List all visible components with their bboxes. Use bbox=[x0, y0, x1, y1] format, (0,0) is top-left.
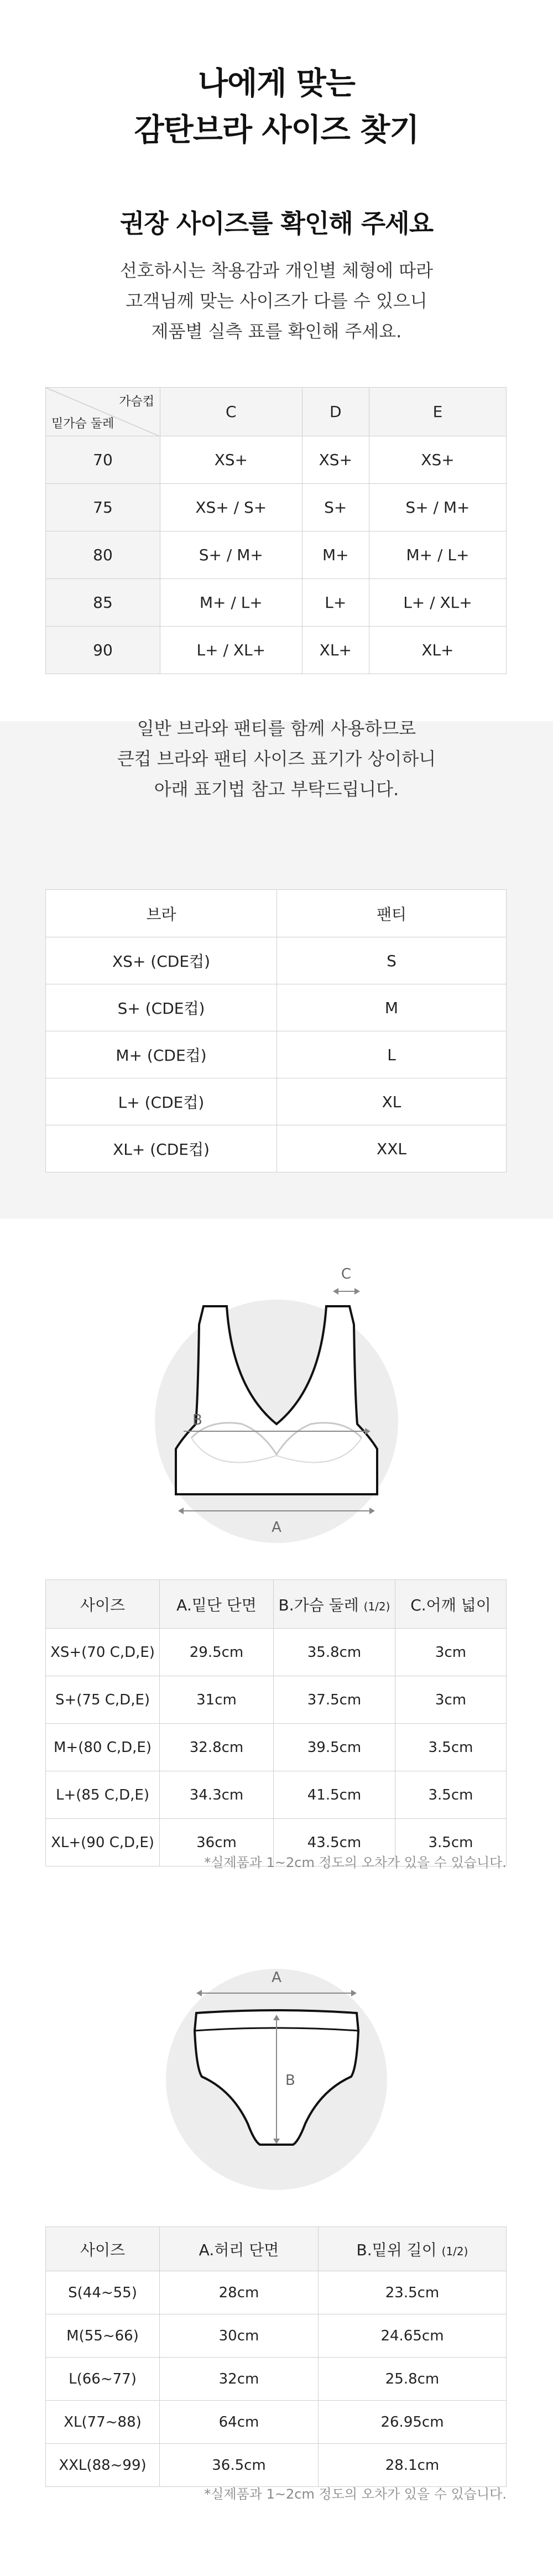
size-cell: XL+ bbox=[369, 627, 506, 674]
notice-lines bbox=[0, 713, 553, 805]
b-cell: 35.8cm bbox=[274, 1629, 395, 1676]
notice-line-1: 일반 브라와 팬티를 함께 사용하므로 bbox=[137, 718, 416, 739]
a-cell: 34.3cm bbox=[160, 1771, 274, 1819]
cup-header-c: C bbox=[160, 388, 302, 436]
table-row bbox=[46, 1125, 507, 1172]
table-header-row bbox=[46, 2227, 507, 2271]
desc-line-1: 선호하시는 착용감과 개인별 체형에 따라 bbox=[119, 260, 434, 281]
a-cell: 36cm bbox=[160, 1819, 274, 1866]
label-b: B bbox=[192, 1412, 202, 1428]
a-cell: 30cm bbox=[160, 2314, 319, 2358]
size-header: 사이즈 bbox=[46, 1580, 160, 1629]
panty-diagram bbox=[155, 1958, 398, 2190]
b-cell: 41.5cm bbox=[274, 1771, 395, 1819]
band-cell: 85 bbox=[46, 579, 160, 627]
a-cell: 32cm bbox=[160, 2358, 319, 2401]
title-line-2: 감탄브라 사이즈 찾기 bbox=[134, 112, 419, 148]
table-row bbox=[46, 1629, 507, 1676]
size-cell: L+ / XL+ bbox=[369, 579, 506, 627]
label-c: C bbox=[341, 1266, 352, 1282]
b-cell: 37.5cm bbox=[274, 1676, 395, 1724]
table-row bbox=[46, 2314, 507, 2358]
table-row bbox=[46, 1031, 507, 1078]
band-cell: 70 bbox=[46, 436, 160, 484]
size-header: 사이즈 bbox=[46, 2227, 160, 2271]
label-a: A bbox=[272, 1969, 281, 1986]
size-cell: XL(77~88) bbox=[46, 2401, 160, 2444]
a-cell: 31cm bbox=[160, 1676, 274, 1724]
band-cell: 90 bbox=[46, 627, 160, 674]
c-cell: 3cm bbox=[395, 1676, 507, 1724]
table-row bbox=[46, 1771, 507, 1819]
size-cell: XS+ / S+ bbox=[160, 484, 302, 531]
size-cell: XL+ bbox=[302, 627, 369, 674]
panty-cell: XL bbox=[277, 1078, 507, 1125]
bra-cell: S+ (CDE컵) bbox=[46, 984, 277, 1031]
table-row bbox=[46, 1724, 507, 1771]
table-row bbox=[46, 484, 507, 531]
recommend-subtitle: 권장 사이즈를 확인해 주세요 bbox=[119, 208, 434, 238]
c-cell: 3.5cm bbox=[395, 1724, 507, 1771]
size-cell: S+ / M+ bbox=[160, 531, 302, 579]
size-cell: L(66~77) bbox=[46, 2358, 160, 2401]
size-recommend-table bbox=[45, 387, 507, 674]
size-cell: XS+ bbox=[302, 436, 369, 484]
size-cell: S+(75 C,D,E) bbox=[46, 1676, 160, 1724]
size-cell: XL+(90 C,D,E) bbox=[46, 1819, 160, 1866]
bra-cell: XS+ (CDE컵) bbox=[46, 937, 277, 984]
label-a: A bbox=[272, 1519, 281, 1536]
table-row bbox=[46, 2358, 507, 2401]
size-cell: XS+ bbox=[160, 436, 302, 484]
size-cell: M+ / L+ bbox=[160, 579, 302, 627]
corner-label-cup: 가슴컵 bbox=[119, 395, 154, 409]
size-cell: XS+(70 C,D,E) bbox=[46, 1629, 160, 1676]
title-line-1: 나에게 맞는 bbox=[198, 66, 355, 102]
a-cell: 32.8cm bbox=[160, 1724, 274, 1771]
bra-cell: M+ (CDE컵) bbox=[46, 1031, 277, 1078]
diagram-bg-circle bbox=[155, 1300, 398, 1543]
panty-header: 팬티 bbox=[277, 890, 507, 937]
desc-line-3: 제품별 실측 표를 확인해 주세요. bbox=[151, 321, 402, 342]
bra-table-note: *실제품과 1~2cm 정도의 오차가 있을 수 있습니다. bbox=[204, 1855, 507, 1870]
c-cell: 3.5cm bbox=[395, 1771, 507, 1819]
band-cell: 75 bbox=[46, 484, 160, 531]
c-cell: 3cm bbox=[395, 1629, 507, 1676]
label-b: B bbox=[285, 2072, 295, 2089]
bra-panty-match-table bbox=[45, 889, 507, 1172]
size-cell: M+ / L+ bbox=[369, 531, 506, 579]
table-row bbox=[46, 984, 507, 1031]
b-cell: 26.95cm bbox=[319, 2401, 507, 2444]
table-row bbox=[46, 627, 507, 674]
bra-measurement-table bbox=[45, 1579, 507, 1866]
b-cell: 39.5cm bbox=[274, 1724, 395, 1771]
a-cell: 28cm bbox=[160, 2271, 319, 2314]
table-row bbox=[46, 1676, 507, 1724]
cup-header-d: D bbox=[302, 388, 369, 436]
table-row bbox=[46, 531, 507, 579]
bra-diagram bbox=[149, 1255, 404, 1543]
size-cell: S(44~55) bbox=[46, 2271, 160, 2314]
b-header-half: (1/2) bbox=[363, 1599, 390, 1613]
b-cell: 28.1cm bbox=[319, 2444, 507, 2487]
b-cell: 23.5cm bbox=[319, 2271, 507, 2314]
size-cell: M+ bbox=[302, 531, 369, 579]
corner-cell bbox=[46, 388, 160, 436]
b-cell: 25.8cm bbox=[319, 2358, 507, 2401]
b-cell: 43.5cm bbox=[274, 1819, 395, 1866]
notice-line-3: 아래 표기법 참고 부탁드립니다. bbox=[154, 779, 399, 800]
a-header: A.밑단 단면 bbox=[160, 1580, 274, 1629]
cup-header-e: E bbox=[369, 388, 506, 436]
table-row bbox=[46, 1078, 507, 1125]
panty-table-note: *실제품과 1~2cm 정도의 오차가 있을 수 있습니다. bbox=[204, 2486, 507, 2502]
table-header-row bbox=[46, 388, 507, 436]
c-header: C.어깨 넓이 bbox=[395, 1580, 507, 1629]
b-cell: 24.65cm bbox=[319, 2314, 507, 2358]
b-header-label: B.가슴 둘레 bbox=[278, 1595, 359, 1614]
b-header-label: B.밑위 길이 bbox=[356, 2240, 437, 2259]
c-cell: 3.5cm bbox=[395, 1819, 507, 1866]
table-row bbox=[46, 579, 507, 627]
panty-measurement-table bbox=[45, 2226, 507, 2487]
bra-cell: XL+ (CDE컵) bbox=[46, 1125, 277, 1172]
b-header bbox=[319, 2227, 507, 2271]
size-cell: L+ bbox=[302, 579, 369, 627]
size-cell: XS+ bbox=[369, 436, 506, 484]
table-header-row bbox=[46, 1580, 507, 1629]
table-header-row bbox=[46, 890, 507, 937]
panty-cell: M bbox=[277, 984, 507, 1031]
panty-cell: XXL bbox=[277, 1125, 507, 1172]
size-cell: M+(80 C,D,E) bbox=[46, 1724, 160, 1771]
header-description bbox=[0, 255, 553, 347]
size-cell: M(55~66) bbox=[46, 2314, 160, 2358]
size-cell: XXL(88~99) bbox=[46, 2444, 160, 2487]
size-cell: S+ bbox=[302, 484, 369, 531]
b-header-half: (1/2) bbox=[441, 2244, 468, 2258]
band-cell: 80 bbox=[46, 531, 160, 579]
panty-cell: S bbox=[277, 937, 507, 984]
notice-line-2: 큰컵 브라와 팬티 사이즈 표기가 상이하니 bbox=[117, 748, 436, 769]
corner-label-band: 밑가슴 둘레 bbox=[51, 417, 114, 431]
a-cell: 64cm bbox=[160, 2401, 319, 2444]
a-cell: 36.5cm bbox=[160, 2444, 319, 2487]
table-row bbox=[46, 2271, 507, 2314]
a-cell: 29.5cm bbox=[160, 1629, 274, 1676]
table-row bbox=[46, 436, 507, 484]
size-cell: L+ / XL+ bbox=[160, 627, 302, 674]
bra-header: 브라 bbox=[46, 890, 277, 937]
panty-cell: L bbox=[277, 1031, 507, 1078]
size-cell: S+ / M+ bbox=[369, 484, 506, 531]
size-cell: L+(85 C,D,E) bbox=[46, 1771, 160, 1819]
header-title bbox=[0, 61, 553, 154]
table-row bbox=[46, 2444, 507, 2487]
b-header bbox=[274, 1580, 395, 1629]
table-row bbox=[46, 937, 507, 984]
bra-cell: L+ (CDE컵) bbox=[46, 1078, 277, 1125]
desc-line-2: 고객님께 맞는 사이즈가 다를 수 있으니 bbox=[126, 290, 427, 311]
a-header: A.허리 단면 bbox=[160, 2227, 319, 2271]
table-row bbox=[46, 2401, 507, 2444]
